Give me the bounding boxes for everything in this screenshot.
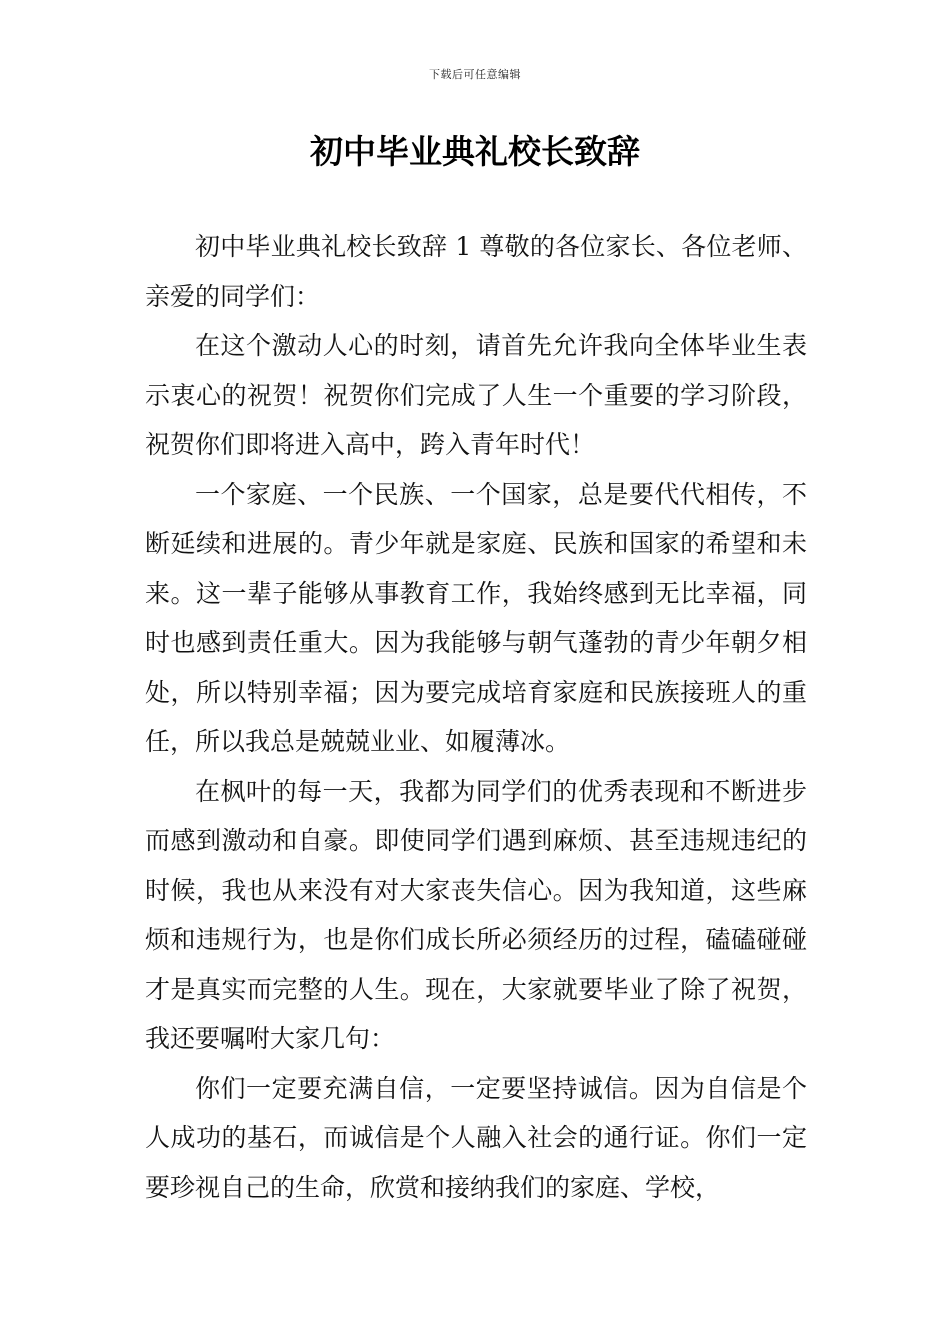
paragraph: 你们一定要充满自信，一定要坚持诚信。因为自信是个人成功的基石，而诚信是个人融入社会的通行证。你们一定要珍视自己的生命，欣赏和接纳我们的家庭、学校， — [145, 1073, 807, 1202]
paragraph: 在枫叶的每一天，我都为同学们的优秀表现和不断进步而感到激动和自豪。即使同学们遇到麻烦、甚至违规违纪的时候，我也从来没有对大家丧失信心。因为我知道，这些麻烦和违规行为，也是你们成长所必须经历的过程，磕磕碰碰才是真实而完整的人生。现在，大家就要毕业了除了祝贺，我还要嘱咐大家几句： — [145, 776, 807, 1053]
document-title: 初中毕业典礼校长致辞 — [310, 132, 640, 171]
paragraph: 在这个激动人心的时刻，请首先允许我向全体毕业生表示衷心的祝贺！祝贺你们完成了人生一个重要的学习阶段，祝贺你们即将进入高中，跨入青年时代！ — [145, 331, 807, 459]
paragraph: 初中毕业典礼校长致辞 1 尊敬的各位家长、各位老师、亲爱的同学们： — [145, 232, 807, 311]
header-note: 下载后可任意编辑 — [429, 68, 521, 81]
document-body — [145, 222, 807, 1212]
paragraph: 一个家庭、一个民族、一个国家，总是要代代相传，不断延续和进展的。青少年就是家庭、民族和国家的希望和未来。这一辈子能够从事教育工作，我始终感到无比幸福，同时也感到责任重大。因为我能够与朝气蓬勃的青少年朝夕相处，所以特别幸福；因为要完成培育家庭和民族接班人的重任，所以我总是兢兢业业、如履薄冰。 — [145, 479, 807, 756]
